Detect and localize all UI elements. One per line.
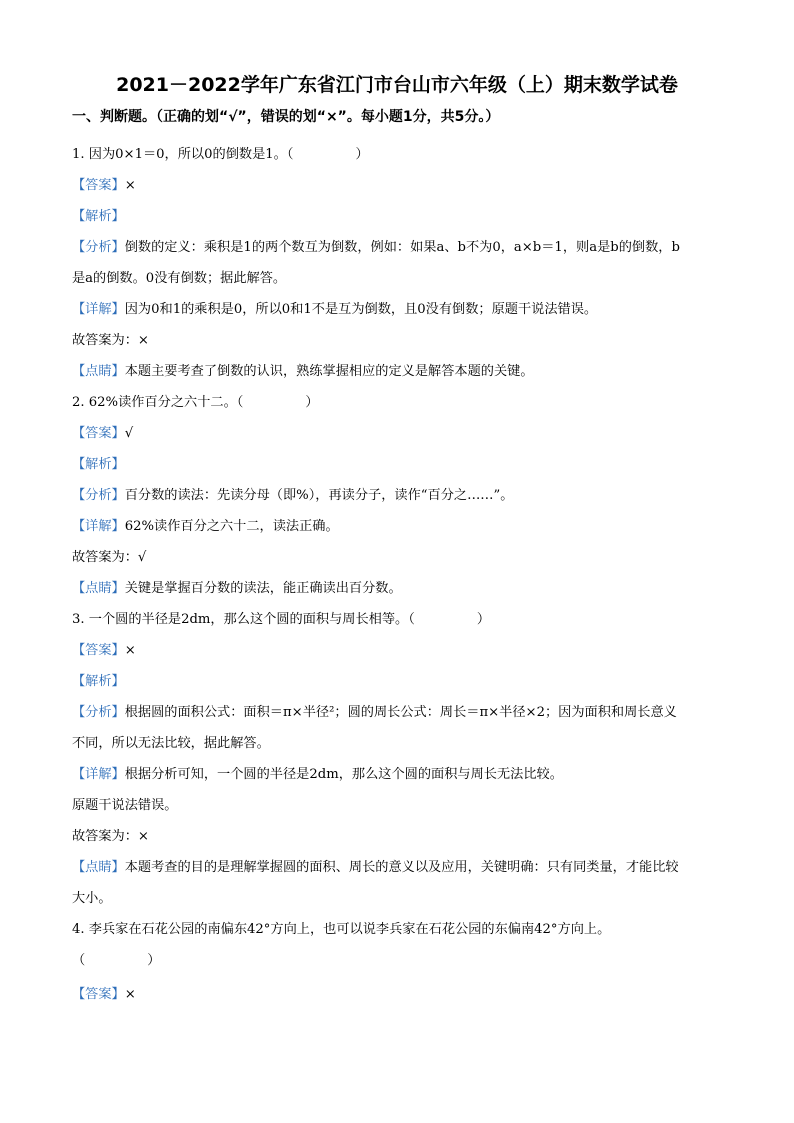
question-2-jiexi: 【解析】 — [72, 457, 125, 472]
question-1-answer: 【答案】× — [72, 178, 136, 193]
question-3-analysis: 【分析】根据圆的面积公式：面积＝π×半径²；圆的周长公式：周长＝π×半径×2；因为面积和周长意义 — [72, 705, 677, 720]
question-1-analysis: 【分析】倒数的定义：乘积是1的两个数互为倒数，例如：如果a、b不为0，a×b＝1，则a是b的倒数，b — [72, 240, 680, 255]
question-3-answer: 【答案】× — [72, 643, 136, 658]
question-1-analysis-cont: 是a的倒数。0没有倒数；据此解答。 — [72, 271, 287, 286]
question-1-point: 【点睛】本题主要考查了倒数的认识，熟练掌握相应的定义是解答本题的关键。 — [72, 364, 534, 379]
question-4-stem-line2: （ ） — [72, 953, 161, 968]
question-4-answer: 【答案】× — [72, 987, 136, 1002]
question-4-stem: 4. 李兵家在石花公园的南偏东42°方向上，也可以说李兵家在石花公园的东偏南42°方向上。 — [72, 922, 611, 937]
question-1-final: 故答案为：× — [72, 333, 149, 348]
question-3-final: 故答案为：× — [72, 829, 149, 844]
question-3-jiexi: 【解析】 — [72, 674, 125, 689]
question-2-analysis: 【分析】百分数的读法：先读分母（即%），再读分子，读作“百分之……”。 — [72, 488, 514, 503]
question-3-detail-cont: 原题干说法错误。 — [72, 798, 178, 813]
section-heading: 一、判断题。（正确的划“√”，错误的划“×”。每小题1分，共5分。） — [72, 109, 500, 125]
question-1-jiexi: 【解析】 — [72, 209, 125, 224]
question-1-stem: 1. 因为0×1＝0，所以0的倒数是1。（ ） — [72, 147, 369, 162]
question-3-point-cont: 大小。 — [72, 891, 112, 906]
question-2-answer: 【答案】√ — [72, 426, 134, 441]
question-2-point: 【点睛】关键是掌握百分数的读法，能正确读出百分数。 — [72, 581, 402, 596]
question-2-stem: 2. 62%读作百分之六十二。（ ） — [72, 395, 319, 410]
question-3-point: 【点睛】本题考查的目的是理解掌握圆的面积、周长的意义以及应用，关键明确：只有同类量，才能比较 — [72, 860, 679, 875]
question-2-detail: 【详解】62%读作百分之六十二，读法正确。 — [72, 519, 339, 534]
question-2-final: 故答案为：√ — [72, 550, 147, 565]
question-3-stem: 3. 一个圆的半径是2dm，那么这个圆的面积与周长相等。（ ） — [72, 612, 491, 627]
page-title: 2021－2022学年广东省江门市台山市六年级（上）期末数学试卷 — [116, 74, 678, 96]
question-3-analysis-cont: 不同，所以无法比较，据此解答。 — [72, 736, 270, 751]
question-3-detail: 【详解】根据分析可知，一个圆的半径是2dm，那么这个圆的面积与周长无法比较。 — [72, 767, 563, 782]
question-1-detail: 【详解】因为0和1的乘积是0，所以0和1不是互为倒数，且0没有倒数；原题干说法错误。 — [72, 302, 598, 317]
